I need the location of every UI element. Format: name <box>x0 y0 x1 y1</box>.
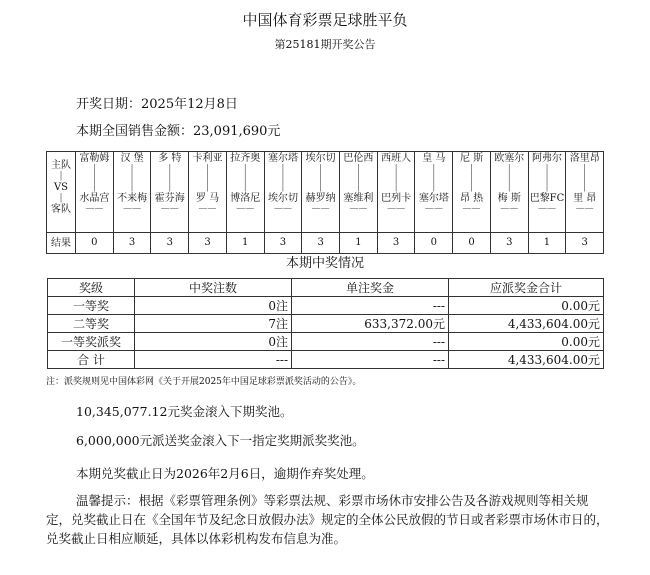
dash: —— <box>575 204 594 214</box>
match-result: 1 <box>528 233 566 253</box>
match-result: 3 <box>264 233 302 253</box>
away-team: 巴列卡 <box>381 193 412 204</box>
match-column <box>264 152 302 232</box>
separator: | <box>205 173 210 183</box>
match-result: 3 <box>490 233 528 253</box>
match-result: 1 <box>339 233 377 253</box>
separator: | <box>319 164 323 174</box>
away-team: 赫罗纳 <box>305 193 336 204</box>
home-team: 富勒姆 <box>79 153 110 164</box>
separator: | <box>356 164 360 174</box>
page-subtitle: 第25181期开奖公告 <box>274 38 376 51</box>
match-column <box>113 152 151 232</box>
separator: | <box>281 164 285 174</box>
tip-paragraph: 温馨提示：根据《彩票管理条例》等彩票法规、彩票市场休市安排公告及各游戏规则等相关规定，兑奖截止日在《全国年节及纪念日放假办法》规定的全体公民放假的节日或者彩票市场休市日的，兑奖截止日相应顺延，具体以体彩机构发布信息为准。 <box>46 493 609 546</box>
match-column <box>377 152 415 232</box>
draw-date: 开奖日期：2025年12月8日 <box>76 97 238 112</box>
match-column <box>188 152 226 232</box>
separator: | <box>394 173 398 183</box>
separator: | <box>583 182 587 192</box>
dash: —— <box>537 204 556 214</box>
prize-total-row <box>48 351 604 369</box>
match-result: 3 <box>377 233 415 253</box>
prize-amount: --- <box>292 351 449 369</box>
separator: | <box>470 182 474 192</box>
matches-cell <box>76 152 604 233</box>
away-team: 昂 热 <box>459 193 484 204</box>
dispatch-text: 6,000,000元派送奖金滚入下一指定奖期派奖奖池。 <box>76 433 365 448</box>
separator: | <box>507 173 511 183</box>
header-amount: 单注奖金 <box>292 279 449 297</box>
away-team: 梅 斯 <box>497 193 521 204</box>
match-result: 1 <box>226 233 264 253</box>
match-result: 3 <box>188 233 226 253</box>
separator: | <box>205 164 210 174</box>
match-column <box>565 152 603 232</box>
separator: | <box>394 164 398 174</box>
separator: | <box>545 164 549 174</box>
teams-header <box>47 152 76 233</box>
separator: | <box>432 164 436 174</box>
prize-total: 4,433,604.00元 <box>449 351 604 369</box>
home-team: 洛里昂 <box>569 153 600 164</box>
away-team: 塞维利 <box>343 193 374 204</box>
separator: | <box>130 173 134 183</box>
dash: —— <box>273 204 292 214</box>
match-column <box>226 152 264 232</box>
prize-total: 0.00元 <box>449 333 604 351</box>
dash: —— <box>424 204 443 214</box>
results-row <box>47 233 604 254</box>
separator: | <box>130 182 134 192</box>
separator: | <box>432 182 436 192</box>
prize-row <box>48 333 604 351</box>
prize-count: --- <box>135 351 292 369</box>
away-team: 里 昂 <box>573 193 597 204</box>
match-column <box>150 152 188 232</box>
separator: | <box>92 182 96 192</box>
separator: | <box>92 173 96 183</box>
separator: | <box>319 182 323 192</box>
prize-amount: --- <box>292 297 449 315</box>
away-team: 霍芬海 <box>154 193 185 204</box>
separator: | <box>243 173 247 183</box>
match-table <box>46 151 604 254</box>
home-team: 卡利亚 <box>192 153 223 164</box>
prize-count: 0注 <box>135 297 292 315</box>
prize-total: 0.00元 <box>449 297 604 315</box>
separator: | <box>168 173 172 183</box>
home-team: 多 特 <box>158 153 182 164</box>
separator: | <box>281 182 285 192</box>
match-column <box>452 152 490 232</box>
dash: —— <box>236 204 255 214</box>
dash: —— <box>198 204 217 214</box>
prize-count: 7注 <box>135 315 292 333</box>
dash: —— <box>500 204 519 214</box>
match-result: 3 <box>565 233 603 253</box>
home-team: 埃尔切 <box>305 153 336 164</box>
home-team: 阿弗尔 <box>531 153 562 164</box>
separator: | <box>356 182 360 192</box>
away-team: 巴黎FC <box>529 193 565 204</box>
away-label: 客队 <box>51 204 71 215</box>
match-result: 3 <box>301 233 339 253</box>
prize-title: 本期中奖情况 <box>285 256 364 271</box>
match-column <box>301 152 339 232</box>
separator: | <box>583 164 587 174</box>
match-column <box>339 152 377 232</box>
prize-level: 二等奖 <box>48 315 135 333</box>
home-team: 欧塞尔 <box>494 153 525 164</box>
separator: | <box>281 173 285 183</box>
separator: | <box>59 193 63 203</box>
results-cell <box>76 233 604 254</box>
dash: —— <box>349 204 368 214</box>
away-team: 博洛尼 <box>230 193 261 204</box>
separator: | <box>92 164 96 174</box>
separator: | <box>319 173 323 183</box>
match-result: 0 <box>452 233 490 253</box>
prize-level: 一等奖派奖 <box>48 333 135 351</box>
home-team: 拉齐奥 <box>230 153 261 164</box>
away-team: 埃尔切 <box>267 193 298 204</box>
home-team: 巴伦西 <box>343 153 374 164</box>
prize-level: 合 计 <box>48 351 135 369</box>
dash: —— <box>123 204 142 214</box>
separator: | <box>394 182 398 192</box>
separator: | <box>243 182 247 192</box>
dash: —— <box>387 204 406 214</box>
dash: —— <box>462 204 481 214</box>
separator: | <box>130 164 134 174</box>
match-column <box>76 152 113 232</box>
match-column <box>528 152 566 232</box>
away-team: 塞尔塔 <box>418 193 449 204</box>
prize-amount: 633,372.00元 <box>292 315 449 333</box>
separator: | <box>356 173 360 183</box>
match-result: 3 <box>150 233 188 253</box>
separator: | <box>470 173 474 183</box>
prize-amount: --- <box>292 333 449 351</box>
deadline-text: 本期兑奖截止日为2026年2月6日，逾期作弃奖处理。 <box>76 466 374 481</box>
header-count: 中奖注数 <box>135 279 292 297</box>
home-team: 西班人 <box>381 153 412 164</box>
away-team: 不来梅 <box>117 193 148 204</box>
home-team: 尼 斯 <box>459 153 484 164</box>
footnote: 注：派奖规则见中国体彩网《关于开展2025年中国足球彩票派奖活动的公告》。 <box>46 377 362 387</box>
separator: | <box>168 182 172 192</box>
away-team: 罗 马 <box>195 193 220 204</box>
prize-row <box>48 315 604 333</box>
separator: | <box>583 173 587 183</box>
match-result: 3 <box>113 233 151 253</box>
match-column <box>414 152 452 232</box>
header-level: 奖级 <box>48 279 135 297</box>
dash: —— <box>160 204 179 214</box>
separator: | <box>507 164 511 174</box>
separator: | <box>59 171 63 181</box>
result-label: 结果 <box>47 233 76 254</box>
separator: | <box>205 182 210 192</box>
dash: —— <box>311 204 330 214</box>
page-title: 中国体育彩票足球胜平负 <box>242 11 408 29</box>
prize-row <box>48 297 604 315</box>
separator: | <box>470 164 474 174</box>
dash: —— <box>85 204 104 214</box>
separator: | <box>545 182 549 192</box>
separator: | <box>432 173 436 183</box>
matches-grid <box>76 152 603 232</box>
home-team: 皇 马 <box>422 153 446 164</box>
home-team: 塞尔塔 <box>267 153 298 164</box>
away-team: 水晶宫 <box>79 193 110 204</box>
home-team: 汉 堡 <box>120 153 144 164</box>
separator: | <box>545 173 549 183</box>
match-column <box>490 152 528 232</box>
prize-total: 4,433,604.00元 <box>449 315 604 333</box>
sales-amount: 本期全国销售金额：23,091,690元 <box>76 124 281 139</box>
match-result: 0 <box>91 237 98 248</box>
prize-header-row <box>48 279 604 297</box>
home-label: 主队 <box>51 160 71 171</box>
match-result: 0 <box>414 233 452 253</box>
separator: | <box>168 164 172 174</box>
results-grid <box>76 233 603 253</box>
prize-count: 0注 <box>135 333 292 351</box>
teams-row <box>47 152 604 233</box>
rollover-text: 10,345,077.12元奖金滚入下期奖池。 <box>76 404 293 419</box>
separator: | <box>507 182 511 192</box>
prize-level: 一等奖 <box>48 297 135 315</box>
separator: | <box>243 164 247 174</box>
prize-table <box>47 278 604 369</box>
header-total: 应派奖金合计 <box>449 279 604 297</box>
vs-label: VS <box>53 182 69 193</box>
